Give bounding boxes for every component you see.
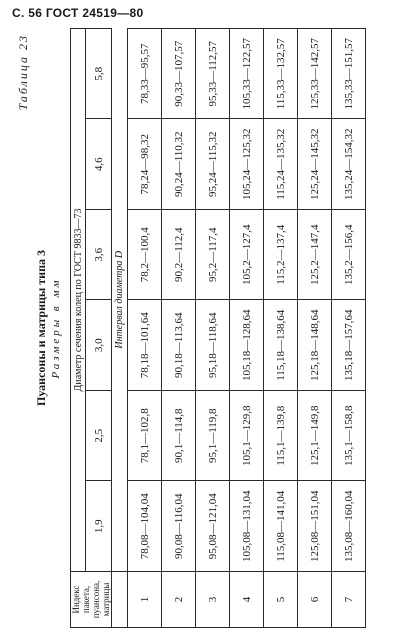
running-head: С. 56 ГОСТ 24519—80 xyxy=(12,6,144,20)
diameter-range-cell: 125,08—151,04 xyxy=(298,481,332,572)
table-row xyxy=(264,29,298,628)
table-body xyxy=(112,29,366,628)
diameter-range-cell: 125,1—149,8 xyxy=(298,391,332,482)
diameter-range-cell: 90,08—116,04 xyxy=(162,481,196,572)
column-header: 3,6 xyxy=(86,210,112,301)
diameter-range-cell: 105,24—125,32 xyxy=(230,119,264,210)
table-row xyxy=(128,29,162,628)
diameter-range-cell: 78,2—100,4 xyxy=(128,210,162,301)
diameter-range-cell: 95,24—115,32 xyxy=(196,119,230,210)
diameter-range-cell: 78,1—102,8 xyxy=(128,391,162,482)
column-header: 4,6 xyxy=(86,119,112,210)
diameter-range-cell: 105,18—128,64 xyxy=(230,300,264,391)
table-title: Пуансоны и матрицы типа 3 xyxy=(34,249,48,407)
diameter-range-cell: 90,1—114,8 xyxy=(162,391,196,482)
row-index-cell: 1 xyxy=(128,572,162,628)
diameter-range-cell: 95,18—118,64 xyxy=(196,300,230,391)
table-caption: Таблица 23 xyxy=(16,34,30,111)
diameter-range-cell: 135,1—158,8 xyxy=(332,391,366,482)
diameter-range-cell: 125,33—142,57 xyxy=(298,29,332,120)
diameter-range-cell: 78,08—104,04 xyxy=(128,481,162,572)
diameter-range-cell: 135,08—160,04 xyxy=(332,481,366,572)
rotated-page-content xyxy=(14,28,406,628)
row-index-cell: 2 xyxy=(162,572,196,628)
table-row xyxy=(298,29,332,628)
diameter-range-cell: 135,24—154,32 xyxy=(332,119,366,210)
diameter-range-cell: 78,33—95,57 xyxy=(128,29,162,120)
diameter-range-cell: 105,08—131,04 xyxy=(230,481,264,572)
diameter-range-cell: 115,33—132,57 xyxy=(264,29,298,120)
row-index-cell: 7 xyxy=(332,572,366,628)
index-column-header: Индекс пакета, пуансона, матрицы xyxy=(71,572,112,628)
diameter-range-cell: 90,33—107,57 xyxy=(162,29,196,120)
diameter-range-cell: 125,24—145,32 xyxy=(298,119,332,210)
diameter-range-cell: 135,2—156,4 xyxy=(332,210,366,301)
diameter-range-cell: 95,2—117,4 xyxy=(196,210,230,301)
diameter-range-cell: 115,24—135,32 xyxy=(264,119,298,210)
diameter-range-cell: 115,18—138,64 xyxy=(264,300,298,391)
diameter-group-header: Диаметр сечения колец по ГОСТ 9833—73 xyxy=(71,29,86,572)
empty-index-cell xyxy=(112,572,128,628)
row-index-cell: 6 xyxy=(298,572,332,628)
diameter-range-cell: 115,08—141,04 xyxy=(264,481,298,572)
table-subtitle: Размеры в мм xyxy=(50,277,62,379)
diameter-range-cell: 78,24—98,32 xyxy=(128,119,162,210)
column-header: 2,5 xyxy=(86,391,112,482)
table-row xyxy=(332,29,366,628)
diameter-range-cell: 115,1—139,8 xyxy=(264,391,298,482)
diameter-range-cell: 95,1—119,8 xyxy=(196,391,230,482)
diameter-range-cell: 135,18—157,64 xyxy=(332,300,366,391)
diameter-range-cell: 78,18—101,64 xyxy=(128,300,162,391)
diameter-range-cell: 135,33—151,57 xyxy=(332,29,366,120)
diameter-range-cell: 125,2—147,4 xyxy=(298,210,332,301)
diameter-range-cell: 95,08—121,04 xyxy=(196,481,230,572)
diameter-range-cell: 105,1—129,8 xyxy=(230,391,264,482)
diameter-range-cell: 105,2—127,4 xyxy=(230,210,264,301)
diameter-range-cell: 105,33—122,57 xyxy=(230,29,264,120)
diameter-range-cell: 115,2—137,4 xyxy=(264,210,298,301)
diameter-range-cell: 90,2—112,4 xyxy=(162,210,196,301)
column-header: 3,0 xyxy=(86,300,112,391)
table-row xyxy=(196,29,230,628)
column-header: 5,8 xyxy=(86,29,112,120)
diameter-range-cell: 90,18—113,64 xyxy=(162,300,196,391)
row-index-cell: 3 xyxy=(196,572,230,628)
table-row xyxy=(230,29,264,628)
column-header: 1,9 xyxy=(86,481,112,572)
row-index-cell: 5 xyxy=(264,572,298,628)
diameter-range-cell: 125,18—148,64 xyxy=(298,300,332,391)
diameter-range-cell: 90,24—110,32 xyxy=(162,119,196,210)
dimensions-table xyxy=(70,28,366,628)
diameter-range-cell: 95,33—112,57 xyxy=(196,29,230,120)
table-row xyxy=(162,29,196,628)
interval-label: Интервал диаметра D xyxy=(112,29,128,572)
row-index-cell: 4 xyxy=(230,572,264,628)
